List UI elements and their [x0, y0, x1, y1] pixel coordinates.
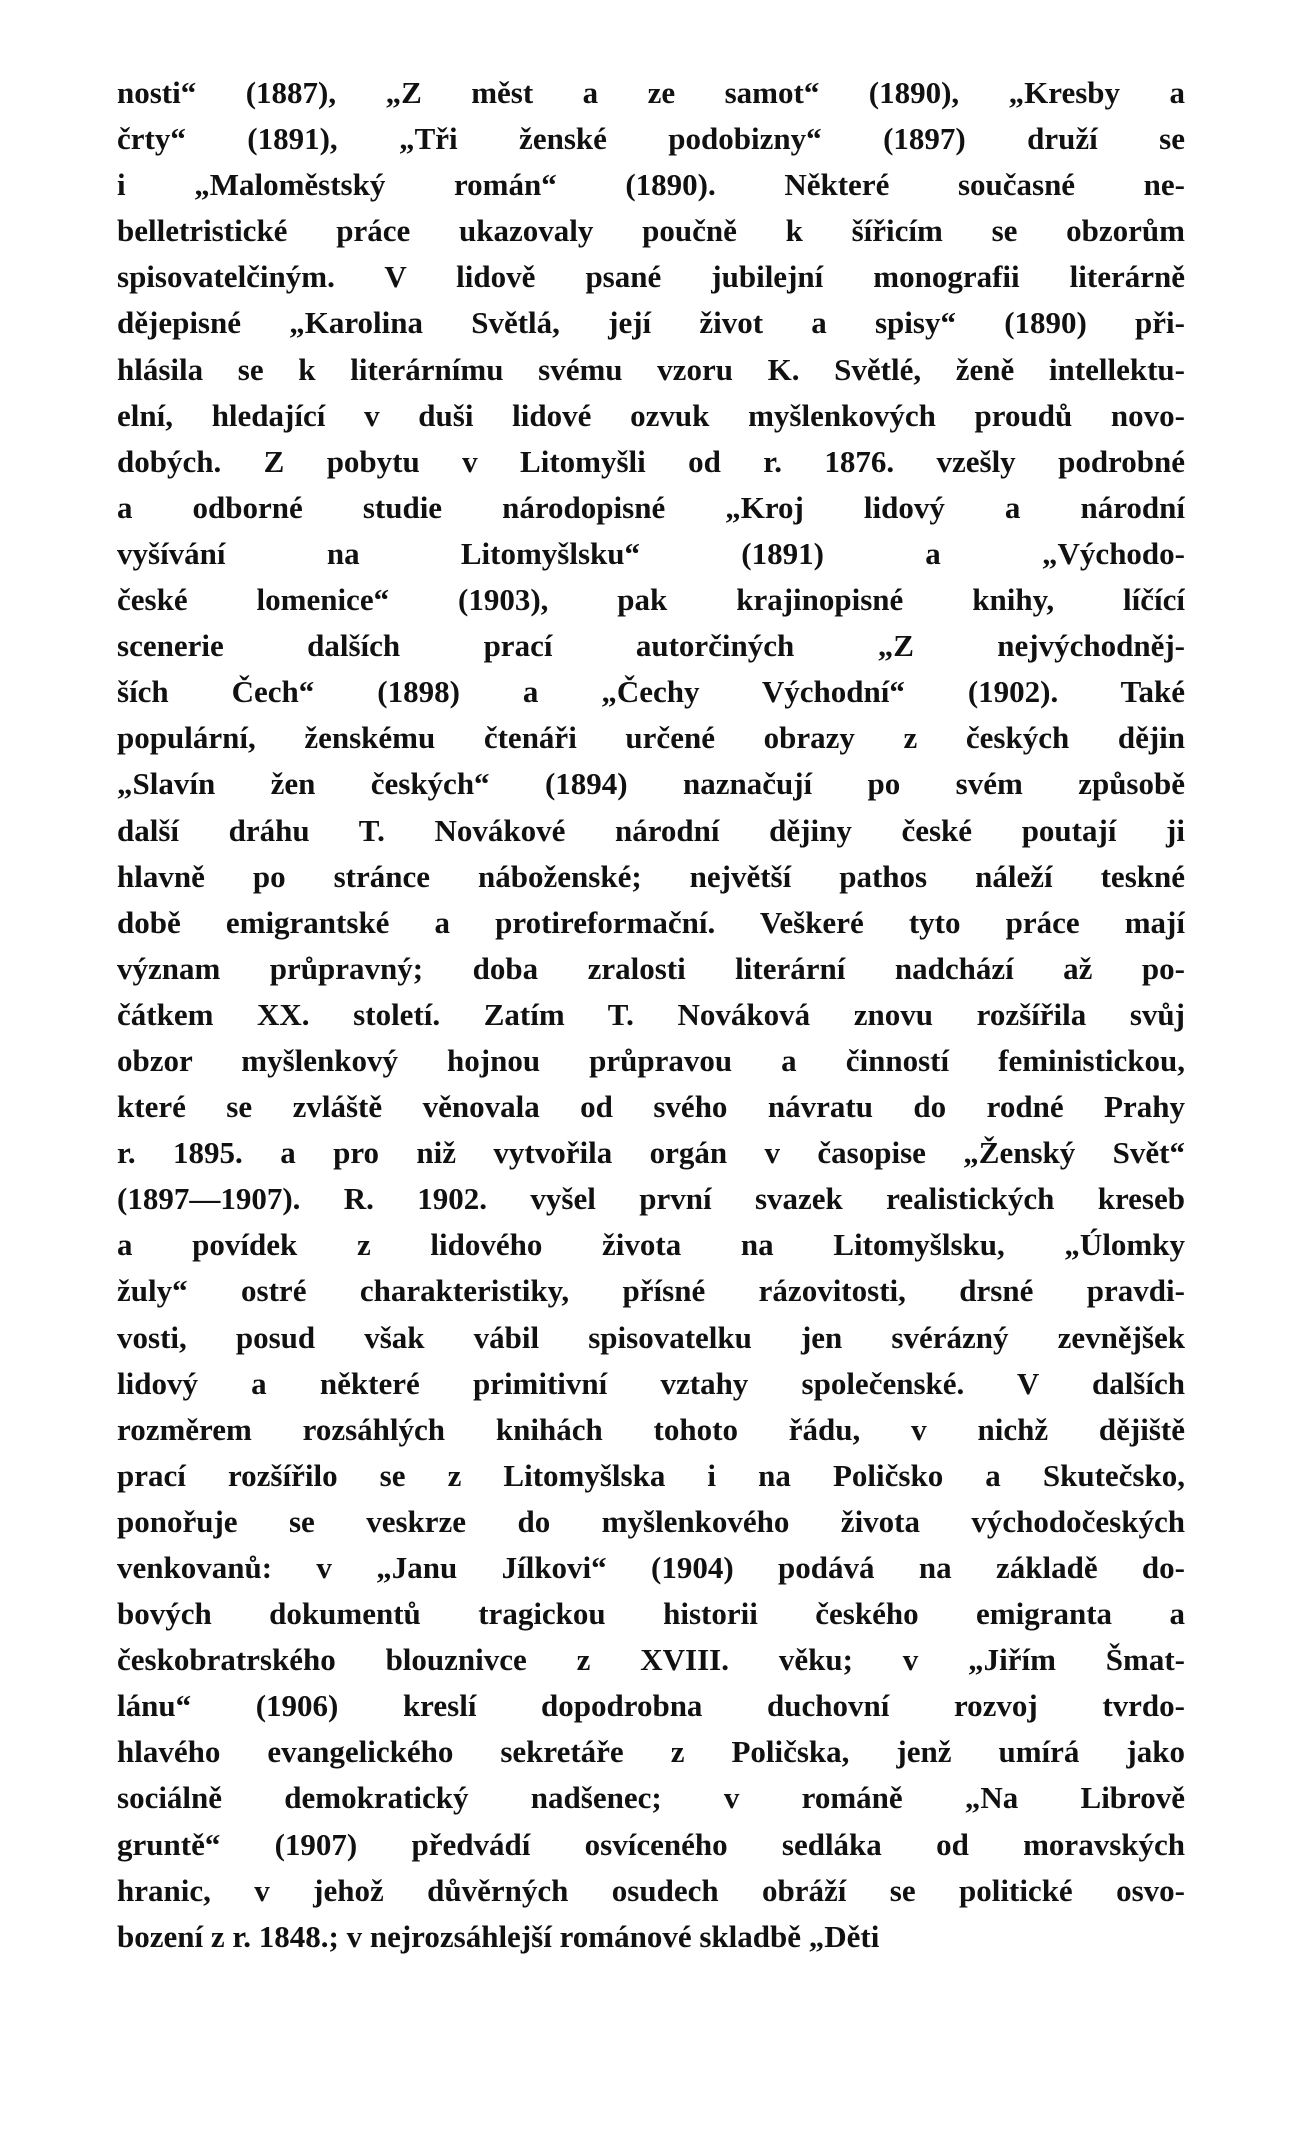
text-line: které se zvláště věnovala od svého návratu do rodné Prahy — [117, 1089, 1185, 1125]
text-line: dobých. Z pobytu v Litomyšli od r. 1876. vzešly podrobné — [117, 443, 1185, 479]
text-line: venkovanů: v „Janu Jílkovi“ (1904) podává na základě do- — [117, 1550, 1185, 1585]
text-line: populární, ženskému čtenáři určené obrazy z českých dějin — [117, 720, 1185, 756]
text-line: a odborné studie národopisné „Kroj lidový a národní — [117, 489, 1185, 525]
text-line: vyšívání na Litomyšlsku“ (1891) a „Východo- — [117, 535, 1185, 571]
text-line: lánu“ (1906) kreslí dopodrobna duchovní rozvoj tvrdo- — [117, 1688, 1185, 1724]
text-line: elní, hledající v duši lidové ozvuk myšlenkových proudů novo- — [117, 397, 1185, 433]
text-line: dějepisné „Karolina Světlá, její život a spisy“ (1890) při- — [117, 305, 1185, 341]
text-line: „Slavín žen českých“ (1894) naznačují po svém způsobě — [117, 766, 1185, 802]
text-line: čátkem XX. století. Zatím T. Nováková znovu rozšířila svůj — [117, 996, 1185, 1032]
text-line: českobratrského blouznivce z XVIII. věku; v „Jiřím Šmat- — [117, 1642, 1185, 1678]
text-line: r. 1895. a pro niž vytvořila orgán v časopise „Ženský Svět“ — [117, 1135, 1185, 1171]
text-line: a povídek z lidového života na Litomyšlsku, „Úlomky — [117, 1227, 1185, 1263]
text-line: bových dokumentů tragickou historii českého emigranta a — [117, 1596, 1185, 1632]
text-line: ších Čech“ (1898) a „Čechy Východní“ (1902). Také — [117, 674, 1185, 710]
text-line: spisovatelčiným. V lidově psané jubilejní monografii literárně — [117, 259, 1185, 295]
text-line: obzor myšlenkový hojnou průpravou a činností feministickou, — [117, 1042, 1185, 1078]
text-line: bození z r. 1848.; v nejrozsáhlejší románové skladbě „Děti — [117, 1918, 880, 1954]
text-line: další dráhu T. Novákové národní dějiny české poutají ji — [117, 812, 1185, 848]
text-line: sociálně demokratický nadšenec; v románě „Na Librově — [117, 1780, 1185, 1816]
text-line: hlavého evangelického sekretáře z Poličska, jenž umírá jako — [117, 1734, 1185, 1770]
body-text — [117, 70, 1185, 1960]
text-line: význam průpravný; doba zralosti literární nadchází až po- — [117, 950, 1185, 986]
text-line: i „Maloměstský román“ (1890). Některé současné ne- — [117, 167, 1185, 203]
text-line: scenerie dalších prací autorčiných „Z nejvýchodněj- — [117, 628, 1185, 664]
text-line: době emigrantské a protireformační. Veškeré tyto práce mají — [117, 904, 1185, 940]
text-line: nosti“ (1887), „Z měst a ze samot“ (1890), „Kresby a — [117, 75, 1185, 110]
text-line: gruntě“ (1907) předvádí osvíceného sedláka od moravských — [117, 1826, 1185, 1862]
text-line: rozměrem rozsáhlých knihách tohoto řádu, v nichž dějiště — [117, 1411, 1185, 1447]
text-line: prací rozšířilo se z Litomyšlska i na Poličsko a Skutečsko, — [117, 1457, 1185, 1493]
text-line: hranic, v jehož důvěrných osudech obráží se politické osvo- — [117, 1872, 1185, 1908]
text-line: hlásila se k literárnímu svému vzoru K. Světlé, ženě intellektu- — [117, 351, 1185, 387]
text-line: vosti, posud však vábil spisovatelku jen svérázný zevnějšek — [117, 1319, 1185, 1355]
text-line: (1897—1907). R. 1902. vyšel první svazek realistických kreseb — [117, 1181, 1185, 1217]
text-line: ponořuje se veskrze do myšlenkového života východočeských — [117, 1503, 1185, 1539]
text-line: žuly“ ostré charakteristiky, přísné rázovitosti, drsné pravdi- — [117, 1273, 1185, 1309]
text-line: lidový a některé primitivní vztahy společenské. V dalších — [117, 1365, 1185, 1401]
text-line: hlavně po stránce náboženské; největší pathos náleží teskné — [117, 858, 1185, 894]
text-line: črty“ (1891), „Tři ženské podobizny“ (1897) druží se — [117, 121, 1185, 157]
text-line: české lomenice“ (1903), pak krajinopisné knihy, líčící — [117, 582, 1185, 618]
text-line: belletristické práce ukazovaly poučně k šířicím se obzorům — [117, 213, 1185, 249]
